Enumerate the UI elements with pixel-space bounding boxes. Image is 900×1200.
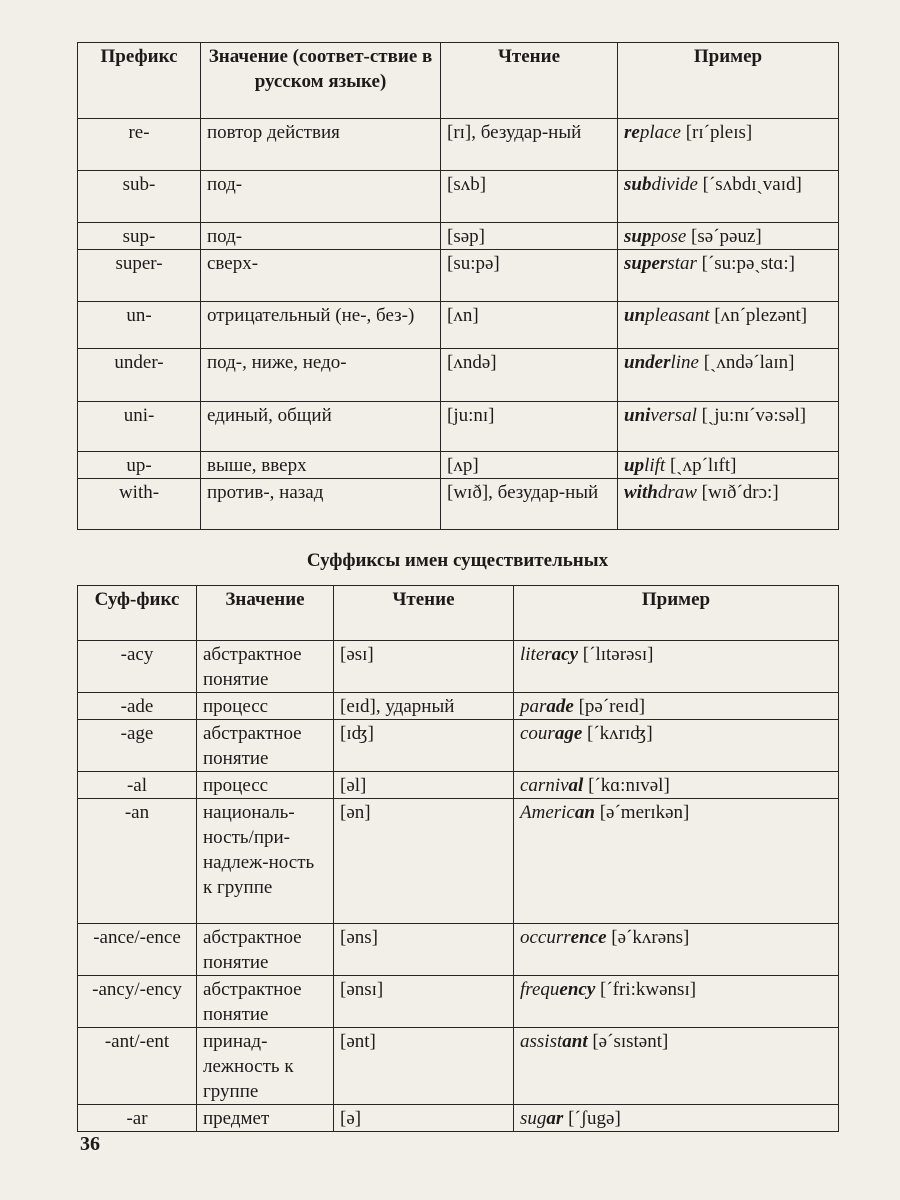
example-part: draw — [657, 482, 697, 503]
example-cell — [618, 119, 839, 171]
table-row — [78, 171, 839, 223]
example-cell — [514, 1028, 839, 1105]
reading-cell: [ənsɪ] — [334, 976, 514, 1028]
reading-cell: [sʌb] — [441, 171, 618, 223]
meaning-cell: под- — [201, 171, 441, 223]
example-part: star — [667, 253, 697, 274]
meaning-cell: абстрактное понятие — [197, 976, 334, 1028]
example-part: sub — [624, 174, 652, 195]
affix-cell: under- — [78, 349, 201, 402]
meaning-cell: против-, назад — [201, 479, 441, 530]
reading-cell: [əns] — [334, 924, 514, 976]
affix-cell: uni- — [78, 402, 201, 452]
reading-cell: [su:pə] — [441, 250, 618, 302]
meaning-cell: предмет — [197, 1105, 334, 1132]
example-part: [pəˊreɪd] — [573, 696, 646, 717]
reading-cell: [wɪð], безудар-ный — [441, 479, 618, 530]
table-row — [78, 302, 839, 349]
reading-cell: [ənt] — [334, 1028, 514, 1105]
affix-cell: sub- — [78, 171, 201, 223]
meaning-cell: выше, вверх — [201, 452, 441, 479]
example-part: sug — [520, 1108, 547, 1129]
affix-cell: -ar — [78, 1105, 197, 1132]
example-part: re — [624, 122, 640, 143]
affix-cell: -an — [78, 799, 197, 924]
column-header: Пример — [618, 43, 839, 119]
example-part: an — [574, 802, 595, 823]
example-part: with — [624, 482, 658, 503]
example-part: acy — [551, 644, 579, 665]
affix-cell: -ade — [78, 693, 197, 720]
example-part: [ˊlɪtərəsɪ] — [578, 644, 654, 665]
column-header: Пример — [514, 586, 839, 641]
example-part: divide — [651, 174, 698, 195]
reading-cell: [ʌndə] — [441, 349, 618, 402]
meaning-cell: абстрактное понятие — [197, 720, 334, 772]
example-part: lift — [644, 455, 666, 476]
example-cell — [514, 1105, 839, 1132]
example-part: cour — [520, 723, 555, 744]
example-cell — [514, 693, 839, 720]
affix-cell: with- — [78, 479, 201, 530]
example-cell — [618, 479, 839, 530]
example-cell — [514, 799, 839, 924]
example-part: line — [670, 352, 699, 373]
affix-cell: -ance/-ence — [78, 924, 197, 976]
example-cell — [618, 402, 839, 452]
meaning-cell: единый, общий — [201, 402, 441, 452]
example-part: [əˊmerɪkən] — [594, 802, 690, 823]
example-part: ence — [570, 927, 607, 948]
table-row — [78, 924, 839, 976]
example-part: [ʌnˊplezənt] — [709, 305, 808, 326]
column-header: Значение (соответ-ствие в русском языке) — [201, 43, 441, 119]
table-row — [78, 402, 839, 452]
table-row — [78, 119, 839, 171]
affix-cell: super- — [78, 250, 201, 302]
example-part: [ˏʌpˊlɪft] — [665, 455, 737, 476]
meaning-cell: абстрактное понятие — [197, 641, 334, 693]
column-header: Суф-фикс — [78, 586, 197, 641]
affix-cell: -acy — [78, 641, 197, 693]
affix-cell: sup- — [78, 223, 201, 250]
prefix-table — [77, 42, 839, 530]
table-row — [78, 1028, 839, 1105]
example-part: [ˊsu:pəˏstɑ:] — [696, 253, 795, 274]
table-row — [78, 223, 839, 250]
example-part: super — [624, 253, 668, 274]
meaning-cell: процесс — [197, 693, 334, 720]
example-part: un — [624, 305, 646, 326]
example-part: pleasant — [645, 305, 710, 326]
table-row — [78, 479, 839, 530]
example-cell — [514, 720, 839, 772]
meaning-cell: националь-ность/при-надлеж-ность к группе — [197, 799, 334, 924]
example-part: frequ — [520, 979, 560, 1000]
example-part: ant — [562, 1031, 588, 1052]
example-part: Americ — [520, 802, 575, 823]
example-part: under — [624, 352, 671, 373]
example-part: [ˊkʌrɪʤ] — [582, 723, 653, 744]
example-part: up — [624, 455, 645, 476]
affix-cell: -age — [78, 720, 197, 772]
reading-cell: [rɪ], безудар-ный — [441, 119, 618, 171]
example-part: [ˊʃugə] — [563, 1108, 621, 1129]
example-cell — [618, 302, 839, 349]
table-row — [78, 1105, 839, 1132]
table-row — [78, 772, 839, 799]
affix-cell: -al — [78, 772, 197, 799]
example-cell — [618, 349, 839, 402]
reading-cell: [əsɪ] — [334, 641, 514, 693]
example-part: al — [568, 775, 584, 796]
meaning-cell: абстрактное понятие — [197, 924, 334, 976]
affix-cell: -ant/-ent — [78, 1028, 197, 1105]
column-header: Префикс — [78, 43, 201, 119]
example-cell — [618, 223, 839, 250]
affix-cell: re- — [78, 119, 201, 171]
example-part: [ˊfri:kwənsɪ] — [595, 979, 697, 1000]
example-part: par — [520, 696, 547, 717]
suffix-table — [77, 585, 839, 1132]
table-row — [78, 641, 839, 693]
example-part: [ˊkɑ:nɪvəl] — [583, 775, 670, 796]
example-part: liter — [520, 644, 552, 665]
meaning-cell: под- — [201, 223, 441, 250]
reading-cell: [ɪʤ] — [334, 720, 514, 772]
example-part: [ˏʌndəˊlaɪn] — [698, 352, 795, 373]
affix-cell: -ancy/-ency — [78, 976, 197, 1028]
reading-cell: [ə] — [334, 1105, 514, 1132]
example-part: carniv — [520, 775, 569, 796]
example-part: sup — [624, 226, 652, 247]
example-part: assist — [520, 1031, 563, 1052]
example-part: [əˊkʌrəns] — [606, 927, 690, 948]
column-header: Значение — [197, 586, 334, 641]
example-part: [wɪðˊdrɔ:] — [696, 482, 779, 503]
meaning-cell: процесс — [197, 772, 334, 799]
reading-cell: [eɪd], ударный — [334, 693, 514, 720]
example-part: occurr — [520, 927, 571, 948]
example-cell — [618, 250, 839, 302]
meaning-cell: повтор действия — [201, 119, 441, 171]
example-part: age — [554, 723, 583, 744]
example-part: place — [639, 122, 681, 143]
table-row — [78, 976, 839, 1028]
reading-cell: [əl] — [334, 772, 514, 799]
table-row — [78, 720, 839, 772]
column-header: Чтение — [334, 586, 514, 641]
example-part: [əˊsɪstənt] — [587, 1031, 669, 1052]
example-part: [səˊpəuz] — [686, 226, 762, 247]
example-cell — [618, 171, 839, 223]
reading-cell: [ʌn] — [441, 302, 618, 349]
reading-cell: [ʌp] — [441, 452, 618, 479]
reading-cell: [səp] — [441, 223, 618, 250]
affix-cell: un- — [78, 302, 201, 349]
meaning-cell: отрицательный (не-, без-) — [201, 302, 441, 349]
example-part: uni — [624, 405, 651, 426]
example-part: [rɪˊpleɪs] — [680, 122, 753, 143]
example-part: ar — [546, 1108, 564, 1129]
example-cell — [618, 452, 839, 479]
table-row — [78, 693, 839, 720]
column-header: Чтение — [441, 43, 618, 119]
meaning-cell: под-, ниже, недо- — [201, 349, 441, 402]
example-part: pose — [651, 226, 687, 247]
meaning-cell: принад-лежность к группе — [197, 1028, 334, 1105]
example-part: ency — [559, 979, 596, 1000]
table-row — [78, 452, 839, 479]
affix-cell: up- — [78, 452, 201, 479]
example-cell — [514, 641, 839, 693]
table-row — [78, 349, 839, 402]
table-row — [78, 799, 839, 924]
reading-cell: [ju:nɪ] — [441, 402, 618, 452]
example-cell — [514, 772, 839, 799]
example-part: [ˏju:nɪˊvə:səl] — [696, 405, 807, 426]
meaning-cell: сверх- — [201, 250, 441, 302]
reading-cell: [ən] — [334, 799, 514, 924]
example-part: [ˊsʌbdɪˏvaɪd] — [697, 174, 802, 195]
example-part: ade — [546, 696, 574, 717]
example-cell — [514, 976, 839, 1028]
table-row — [78, 250, 839, 302]
example-cell — [514, 924, 839, 976]
section-title: Суффиксы имен существительных — [306, 550, 609, 571]
example-part: versal — [650, 405, 697, 426]
page-number: 36 — [80, 1133, 100, 1155]
